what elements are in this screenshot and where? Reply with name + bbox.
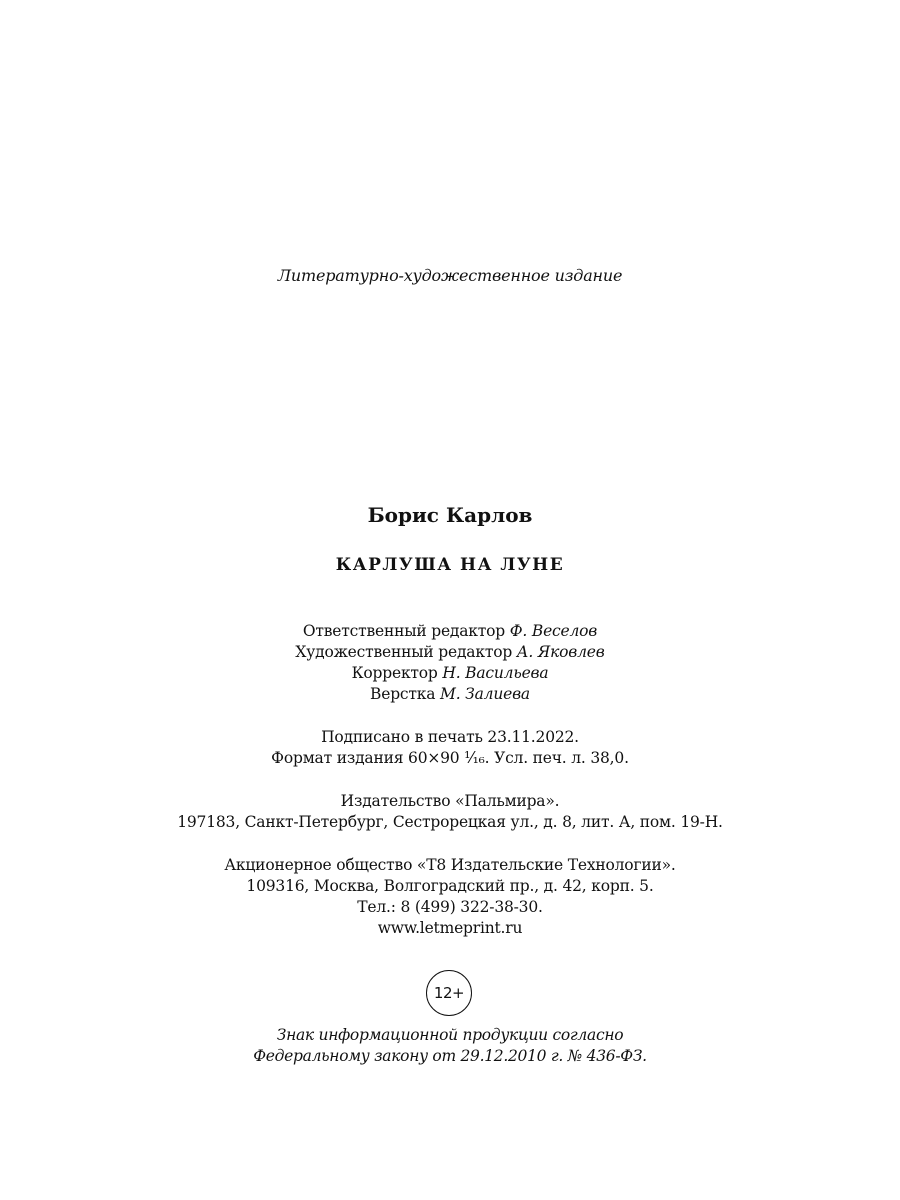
credit-line-proofreader: [0, 663, 900, 684]
edition-type: Литературно-художественное издание: [277, 266, 623, 285]
signed-to-print: Подписано в печать 23.11.2022.: [321, 728, 579, 746]
credit-name: Н. Васильева: [442, 664, 549, 682]
printer-website: www.letmeprint.ru: [377, 919, 523, 937]
credit-name: М. Залиева: [440, 685, 530, 703]
notice-line-1: Знак информационной продукции согласно: [276, 1026, 624, 1044]
publisher-info: [0, 791, 900, 833]
printer-address: 109316, Москва, Волгоградский пр., д. 42, корп. 5.: [246, 877, 654, 895]
author-name: Борис Карлов: [367, 503, 533, 527]
credit-line-layout: [0, 684, 900, 705]
credit-role: Художественный редактор: [295, 643, 513, 661]
age-rating-badge: [426, 970, 472, 1016]
credit-name: А. Яковлев: [516, 643, 605, 661]
editorial-credits: [0, 621, 900, 705]
notice-line-2: Федеральному закону от 29.12.2010 г. № 436-ФЗ.: [253, 1047, 647, 1065]
printer-phone: Тел.: 8 (499) 322-38-30.: [357, 898, 543, 916]
credit-name: Ф. Веселов: [509, 622, 598, 640]
credit-line-chief-editor: [0, 621, 900, 642]
print-info: [0, 727, 900, 769]
edition-format: Формат издания 60×90 ¹⁄₁₆. Усл. печ. л. 38,0.: [271, 749, 629, 767]
publisher-name: Издательство «Пальмира».: [340, 792, 560, 810]
info-product-notice: [0, 1025, 900, 1067]
printer-info: [0, 855, 900, 939]
credit-line-art-editor: [0, 642, 900, 663]
publisher-address: 197183, Санкт-Петербург, Сестрорецкая ул., д. 8, лит. А, пом. 19-Н.: [177, 813, 723, 831]
age-rating-label: 12+: [433, 984, 465, 1002]
printer-name: Акционерное общество «Т8 Издательские Технологии».: [224, 856, 676, 874]
credit-role: Корректор: [351, 664, 438, 682]
book-title: КАРЛУША НА ЛУНЕ: [335, 555, 565, 575]
credit-role: Верстка: [370, 685, 436, 703]
credit-role: Ответственный редактор: [302, 622, 506, 640]
